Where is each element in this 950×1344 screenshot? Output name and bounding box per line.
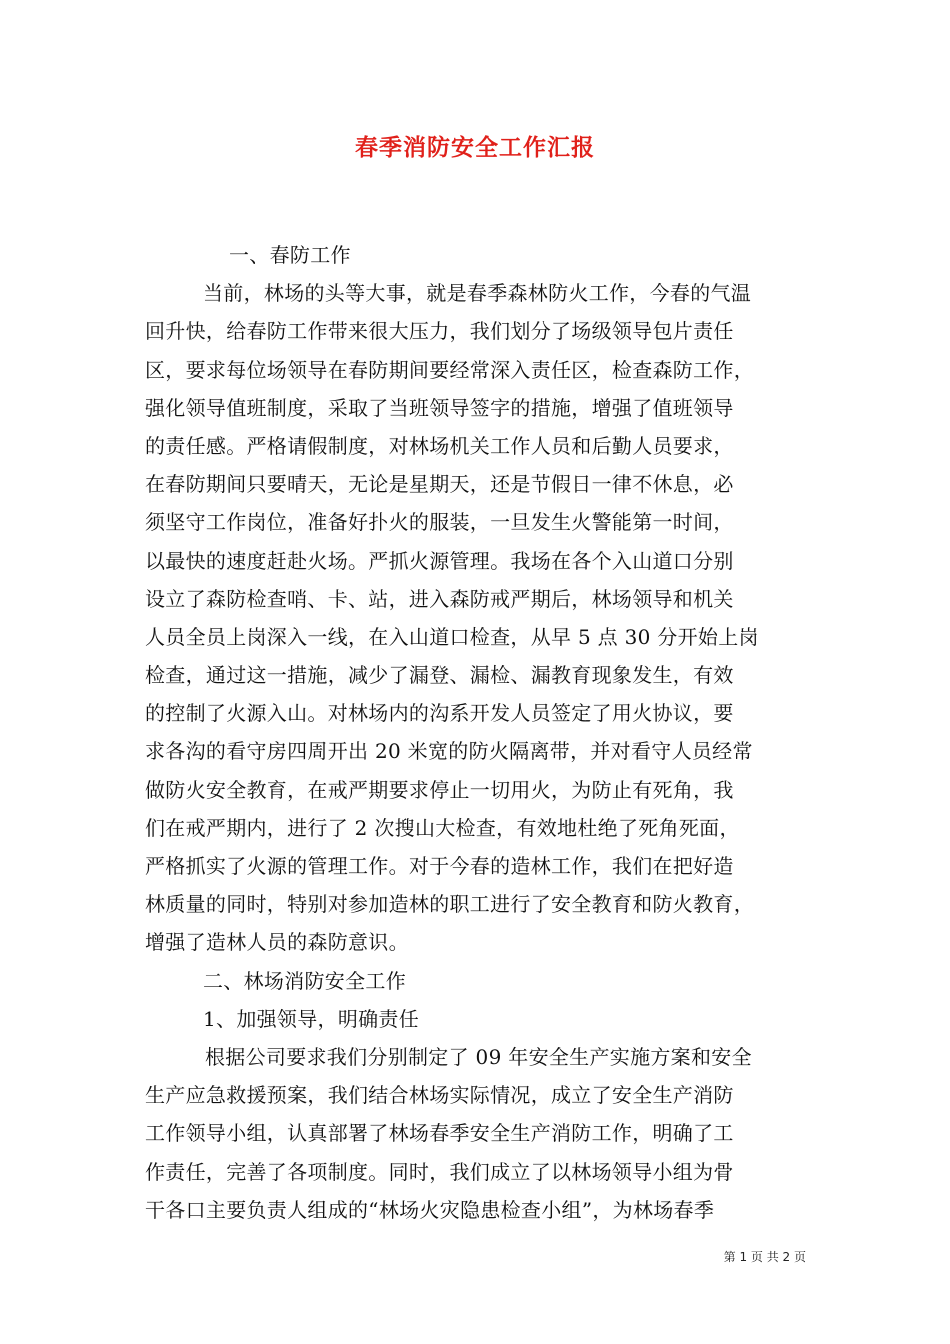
paragraph-line: 检查，通过这一措施，减少了漏登、漏检、漏教育现象发生，有效 [145,663,734,688]
paragraph-line: 人员全员上岗深入一线，在入山道口检查，从早 5 点 30 分开始上岗 [145,624,759,649]
paragraph-line: 干各口主要负责人组成的“林场火灾隐患检查小组”，为林场春季 [145,1197,715,1222]
paragraph-line: 增强了造林人员的森防意识。 [145,930,409,955]
paragraph-line: 回升快，给春防工作带来很大压力，我们划分了场级领导包片责任 [145,319,734,344]
paragraph-line: 生产应急救援预案，我们结合林场实际情况，成立了安全生产消防 [145,1083,734,1108]
paragraph-line: 的责任感。严格请假制度，对林场机关工作人员和后勤人员要求， [145,433,734,458]
paragraph-line: 做防火安全教育，在戒严期要求停止一切用火，为防止有死角，我 [145,777,734,802]
paragraph-line: 严格抓实了火源的管理工作。对于今春的造林工作，我们在把好造 [145,854,734,878]
paragraph-line: 求各沟的看守房四周开出 20 米宽的防火隔离带，并对看守人员经常 [145,739,753,764]
paragraph-line: 以最快的速度赶赴火场。严抓火源管理。我场在各个入山道口分别 [145,548,734,573]
section-heading-1: 一、春防工作 [229,243,351,267]
document-body [145,236,809,1229]
paragraph-line: 的控制了火源入山。对林场内的沟系开发人员签定了用火协议，要 [145,701,734,726]
paragraph-line: 工作领导小组，认真部署了林场春季安全生产消防工作，明确了工 [145,1121,734,1146]
paragraph-line: 们在戒严期内，进行了 2 次搜山大检查，有效地杜绝了死角死面， [145,815,740,840]
subsection-heading-1: 1、加强领导，明确责任 [203,1006,420,1031]
section-heading-2: 二、林场消防安全工作 [203,968,406,993]
paragraph-line: 作责任，完善了各项制度。同时，我们成立了以林场领导小组为骨 [145,1159,734,1184]
paragraph-line: 设立了森防检查哨、卡、站，进入森防戒严期后，林场领导和机关 [145,586,734,611]
page-footer: 第 1 页 共 2 页 [723,1250,806,1264]
paragraph-line: 当前，林场的头等大事，就是春季森林防火工作，今春的气温 [203,281,752,306]
paragraph-line: 区，要求每位场领导在春防期间要经常深入责任区，检查森防工作， [145,357,754,382]
document-title: 春季消防安全工作汇报 [355,134,595,161]
paragraph-line: 根据公司要求我们分别制定了 09 年安全生产实施方案和安全 [205,1044,752,1069]
paragraph-line: 林质量的同时，特别对参加造林的职工进行了安全教育和防火教育， [145,892,754,917]
paragraph-line: 须坚守工作岗位，准备好扑火的服装，一旦发生火警能第一时间， [145,510,734,535]
paragraph-line: 强化领导值班制度，采取了当班领导签字的措施，增强了值班领导 [145,395,734,420]
paragraph-line: 在春防期间只要晴天，无论是星期天，还是节假日一律不休息，必 [145,472,734,497]
